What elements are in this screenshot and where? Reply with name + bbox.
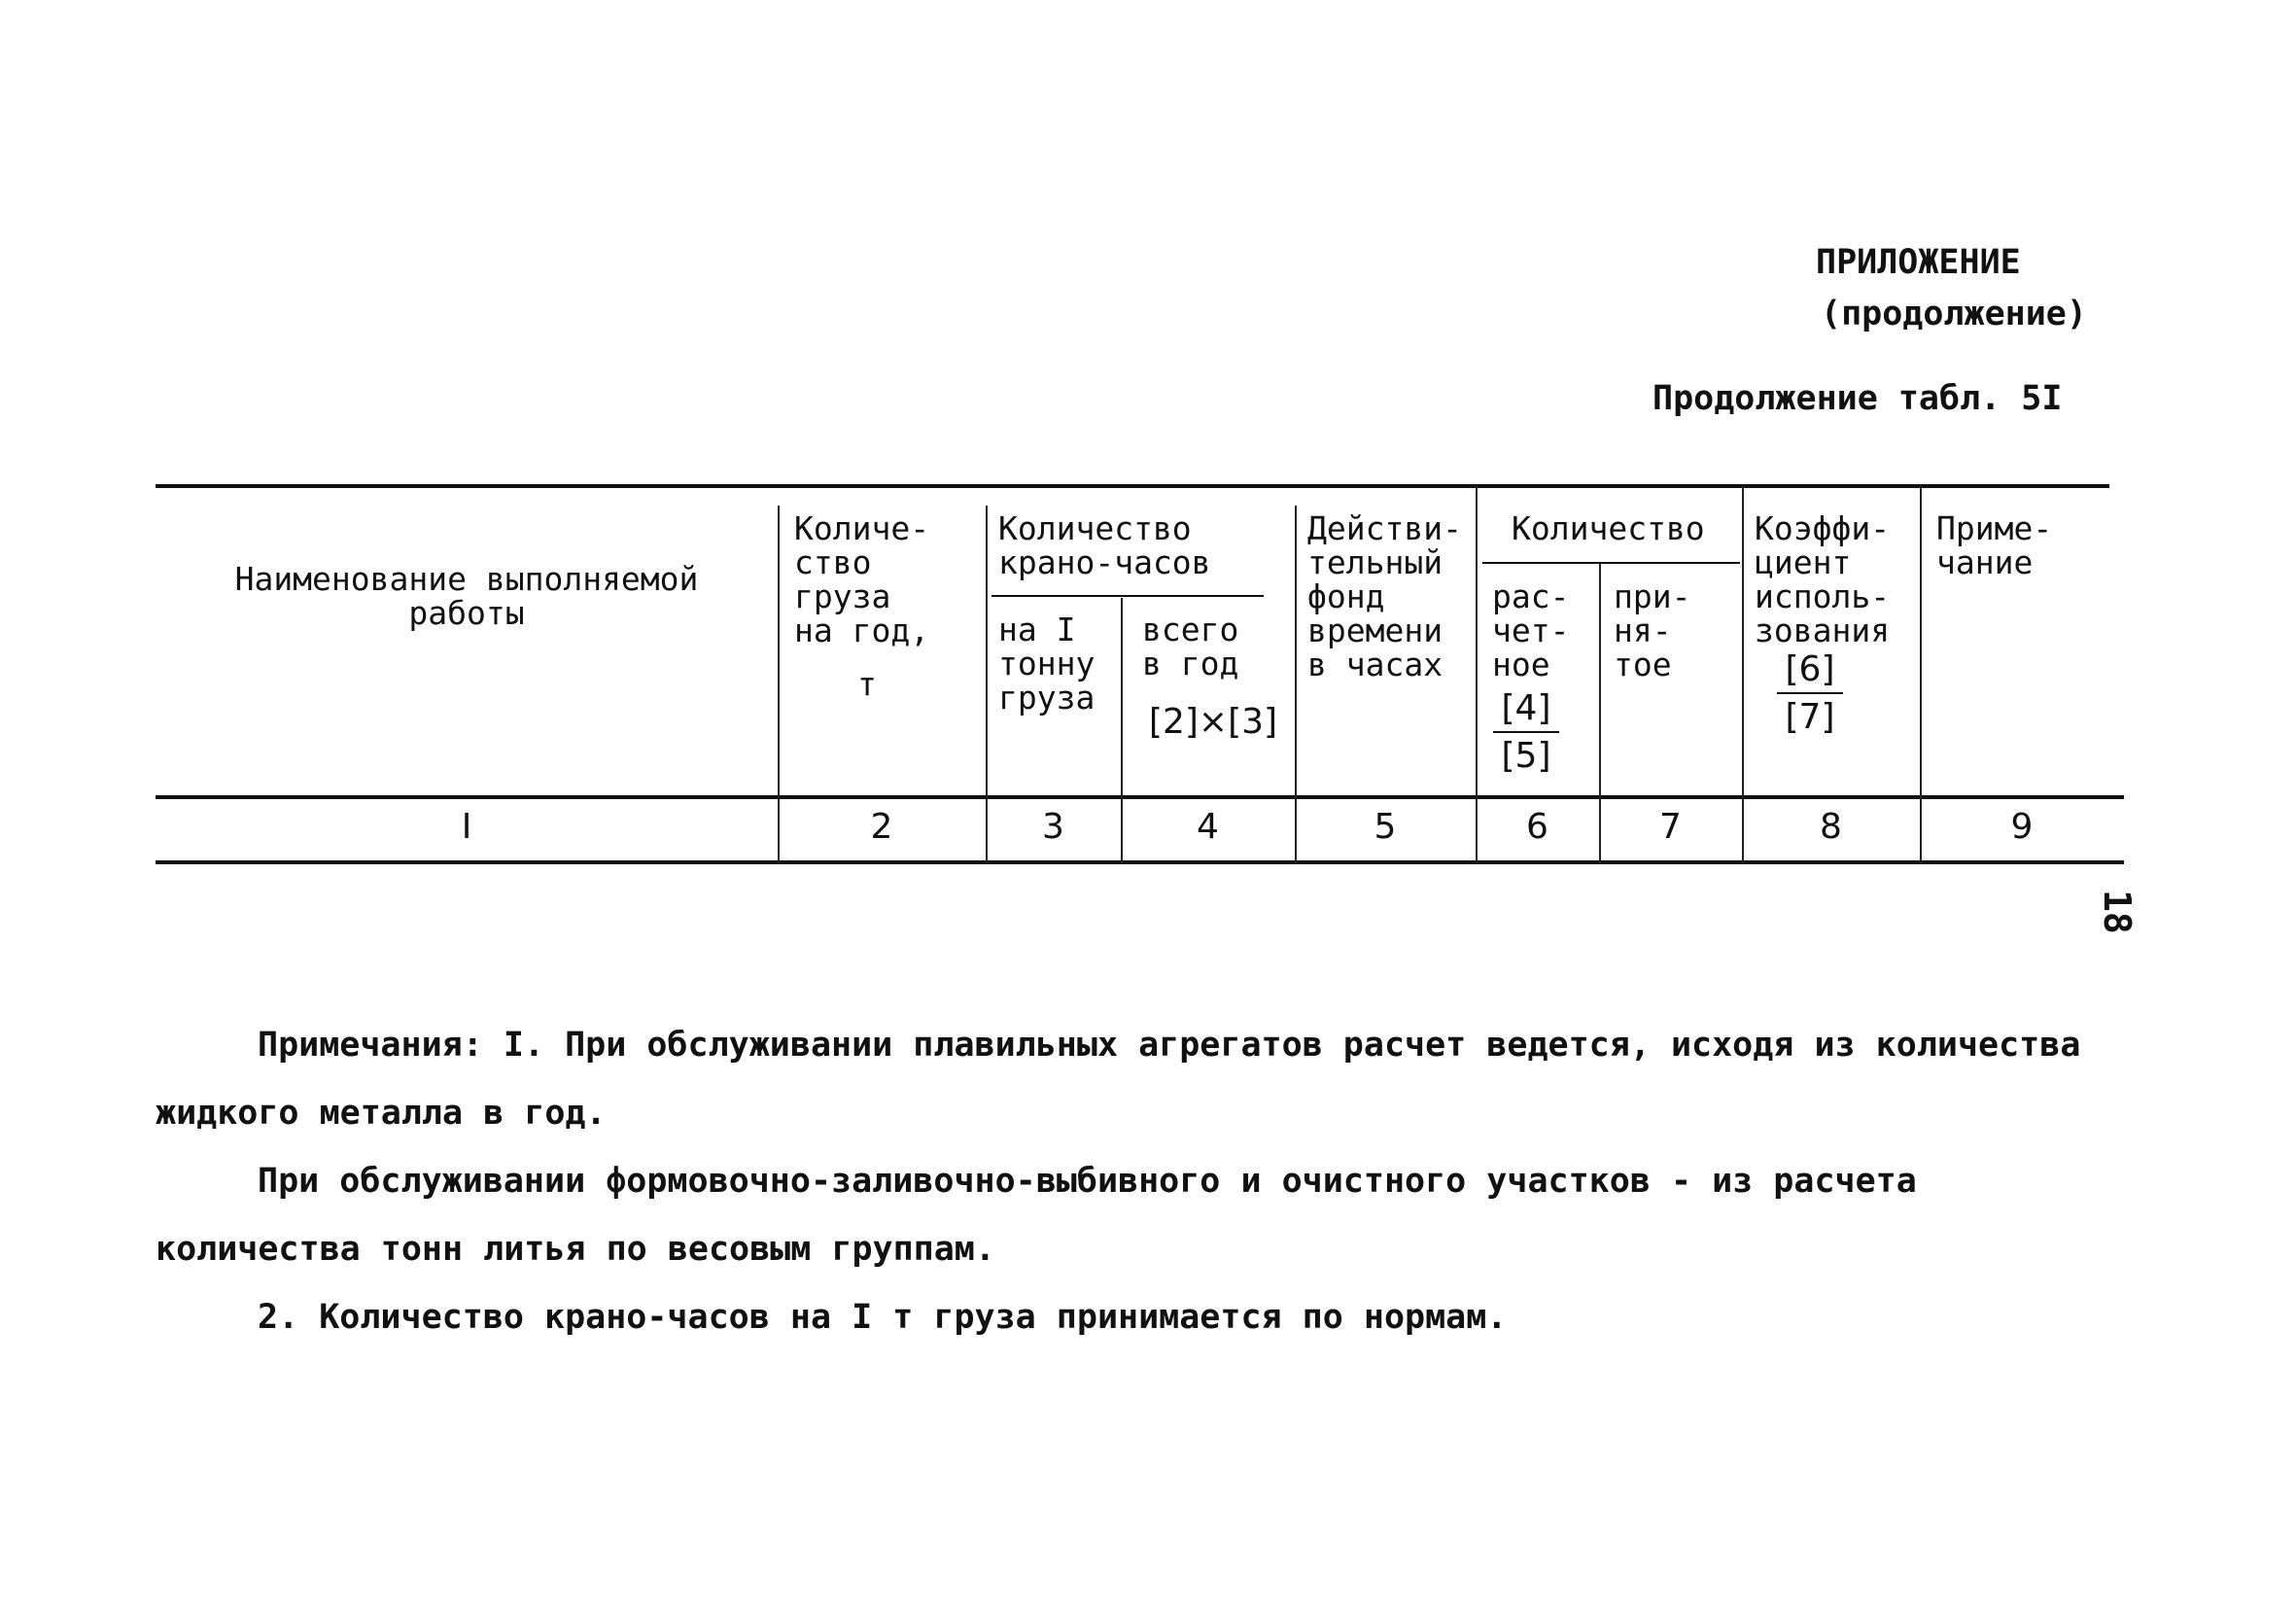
appendix-continuation: (продолжение) [1821, 295, 2087, 333]
fraction-bar [1493, 731, 1559, 733]
table-header-bottom-rule [156, 795, 2124, 799]
notes-block [156, 1011, 2119, 1351]
appendix-title: ПРИЛОЖЕНИЕ [1816, 243, 2021, 282]
header-accepted: при- ня- тое [1614, 577, 1691, 683]
header-crane-hours-group: Количество крано-часов [998, 509, 1211, 581]
col-number-5: 5 [1374, 807, 1397, 847]
fraction-denominator: [5] [1501, 736, 1551, 776]
fraction-bar [1777, 692, 1843, 694]
col-number-2: 2 [870, 807, 893, 847]
note-1: Примечания: I. При обслуживании плавильных агрегатов расчет ведется, исходя из количества жидкого металла в год. [156, 1026, 2081, 1133]
col-number-4: 4 [1197, 807, 1219, 847]
header-total-formula: [2]×[3] [1148, 702, 1278, 742]
header-per-ton: на I тонну груза [998, 611, 1096, 717]
note-2: 2. Количество крано-часов на I т груза принимается по нормам. [258, 1298, 1508, 1337]
fraction-numerator: [6] [1785, 649, 1835, 689]
col-number-3: 3 [1042, 807, 1064, 847]
table-bottom-rule [156, 860, 2124, 864]
fraction-denominator: [7] [1785, 697, 1835, 737]
col-number-7: 7 [1659, 807, 1682, 847]
note-1-continuation: При обслуживании формовочно-заливочно-выбивного и очистного участков - из расчета количества тонн литья по весовым группам. [156, 1162, 1917, 1269]
header-total-per-year: всего в год [1142, 611, 1239, 682]
header-remarks: Приме- чание [1936, 509, 2053, 581]
header-cargo-amount: Количе- ство груза на год, [794, 509, 930, 649]
header-time-fund: Действи- тельный фонд времени в часах [1307, 509, 1462, 683]
table-continuation-label: Продолжение табл. 5I [1652, 379, 2063, 418]
header-work-name: Наименование выполняемой работы [234, 560, 699, 632]
page-number: 18 [2096, 890, 2139, 934]
crane-hours-group-rule [991, 595, 1264, 597]
quantity-group-rule [1482, 562, 1740, 564]
col-number-9: 9 [2010, 807, 2034, 847]
header-calculated-fraction [1487, 688, 1565, 776]
header-cargo-unit: т [857, 665, 877, 703]
header-coefficient-fraction [1771, 649, 1849, 737]
col-number-8: 8 [1820, 807, 1842, 847]
header-calculated: рас- чет- ное [1492, 577, 1570, 683]
col-number-1: I [461, 807, 472, 847]
col-number-6: 6 [1526, 807, 1548, 847]
table-top-rule [156, 484, 2109, 488]
header-utilization-coefficient: Коэффи- циент исполь- зования [1755, 509, 1891, 649]
fraction-numerator: [4] [1501, 688, 1551, 728]
header-quantity-group: Количество [1512, 509, 1705, 547]
